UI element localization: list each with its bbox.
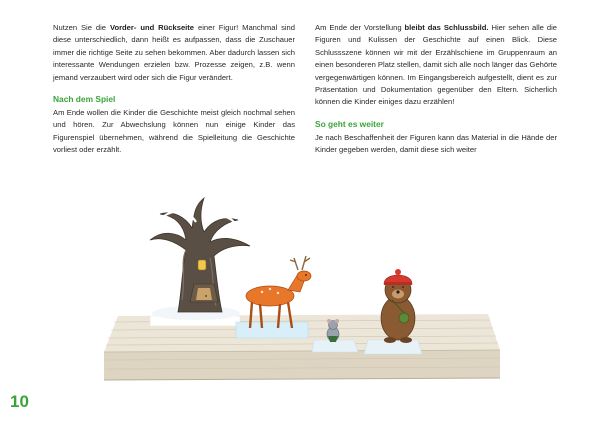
section-heading-next-steps: So geht es weiter xyxy=(315,118,384,129)
section-heading-after-play: Nach dem Spiel xyxy=(53,94,116,105)
tree-icon xyxy=(150,198,250,326)
bold-phrase: Vorder- und Rückseite xyxy=(109,23,195,32)
intro-paragraph: Nutzen Sie die Vorder- und Rückseite einer Figur! Manchmal sind diese unterschiedlich, dann heißt es aufpassen, dass die Zuschauer immer die richtige Seite zu sehen bekommen. Aber dadurch lassen sich interessante Wendungen erzielen bzw. Prozesse zeigen, z.B. wenn jemand verzaubert wird oder sich die Figur verändert. xyxy=(53,23,295,82)
after-play-paragraph: Am Ende wollen die Kinder die Geschichte meist gleich nochmal sehen und hören. Zur Abwechslung können nun einige Kinder das Figurenspiel übernehmen, während die Spielleitung die Geschichte vorliest oder erzählt. xyxy=(53,108,295,155)
deer-icon xyxy=(236,256,311,338)
bold-phrase: bleibt das Schlussbild. xyxy=(404,23,489,32)
page-number: 10 xyxy=(10,392,29,411)
next-steps-paragraph: Je nach Beschaffenheit der Figuren kann das Material in die Hände der Kinder gegeben werden, damit diese sich weiter xyxy=(315,132,557,155)
bear-icon xyxy=(364,269,422,354)
final-scene-paragraph: Am Ende der Vorstellung bleibt das Schlussbild. Hier sehen alle die Figuren und Kulissen der Geschichte auf einen Blick. Diese Schlussszene können wir mit der Erzählschiene im Gruppenraum an einen besonderen Platz stellen, damit sich alle noch länger das Gehörte vergegenwärtigen können. Im Eingangsbereich aufgestellt, dient es zur Präsentation und Dokumentation gegenüber den Eltern. Sicherlich können die Kinder einiges dazu erzählen! xyxy=(315,23,557,107)
